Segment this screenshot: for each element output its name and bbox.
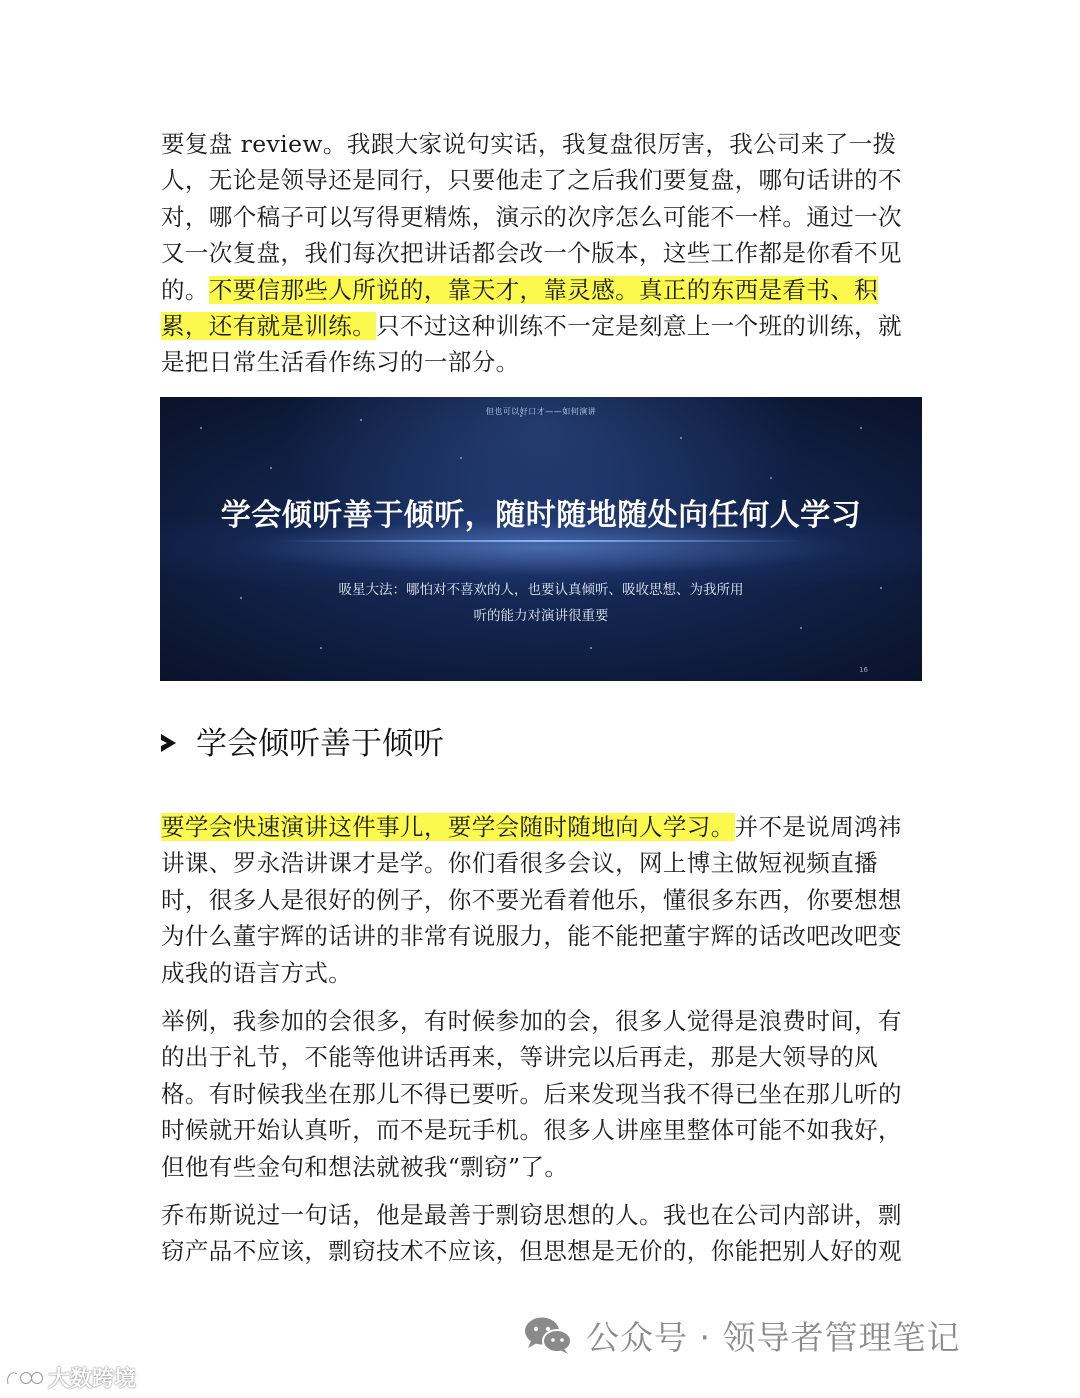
paragraph-learning-tail: 并不是说周鸿祎讲课、罗永浩讲课才是学。你们看很多会议，网上博主做短视频直播时，很多人是很好的例子，你不要光看着他乐，懂很多东西，你要想想为什么董宇辉的话讲的非常有说服力，能不能把董宇辉的话改吧改吧变成我的语言方式。 (161, 813, 902, 987)
slide-image (160, 397, 922, 681)
paragraph-review (161, 126, 923, 381)
paragraph-review-tail: 只不过这种训练不一定是刻意上一个班的训练，就是把日常生活看作练习的一部分。 (161, 312, 902, 377)
paragraph-example (161, 1003, 923, 1185)
section-heading (161, 722, 444, 766)
paragraph-jobs-text: 乔布斯说过一句话，他是最善于剽窃思想的人。我也在公司内部讲，剽窃产品不应该，剽窃技术不应该，但思想是无价的，你能把别人好的观 (161, 1201, 902, 1266)
watermark (522, 1310, 960, 1360)
slide-subtitle-1: 吸星大法：哪怕对不喜欢的人，也要认真倾听、吸收思想、为我所用 (338, 582, 744, 598)
corner-mark-text: 大数跨境 (48, 1366, 137, 1392)
arrow-bullet-icon (161, 734, 176, 752)
paragraph-learning (161, 809, 923, 991)
highlighted-text: 不要信那些人所说的，靠天才，靠灵感。真正的东西是看书、积累，还有就是训练。 (161, 275, 879, 341)
slide-title: 学会倾听善于倾听，随时随地随处向任何人学习 (220, 498, 862, 533)
corner-logo (4, 1366, 44, 1388)
paragraph-jobs (161, 1197, 923, 1270)
section-heading-text: 学会倾听善于倾听 (196, 726, 444, 762)
slide-header: 但也可以好口才——如何演讲 (485, 407, 597, 416)
slide-subtitle-2: 听的能力对演讲很重要 (473, 608, 609, 624)
star-field (160, 397, 922, 681)
corner-mark (4, 1362, 136, 1392)
paragraph-review-text: 要复盘 review。我跟大家说句实话，我复盘很厉害，我公司来了一拨人，无论是领导还是同行，只要他走了之后我们要复盘，哪句话讲的不对，哪个稿子可以写得更精炼，演示的次序怎么可能不一样。通过一次又一次复盘，我们每次把讲话都会改一个版本，这些工作都是你看不见的。 (161, 130, 902, 304)
paragraph-example-text: 举例，我参加的会很多，有时候参加的会，很多人觉得是浪费时间，有的出于礼节，不能等他讲话再来，等讲完以后再走，那是大领导的风格。有时候我坐在那儿不得已要听。后来发现当我不得已坐在那儿听的时候就开始认真听，而不是玩手机。很多人讲座里整体可能不如我好，但他有些金句和想法就被我“剽窃”了。 (161, 1007, 902, 1181)
slide-glow-line (280, 540, 802, 542)
watermark-text: 公众号 · 领导者管理笔记 (586, 1317, 961, 1357)
wechat-icon (522, 1314, 574, 1356)
slide-page-number: 16 (859, 666, 868, 674)
highlighted-text: 要学会快速演讲这件事儿，要学会随时随地向人学习。 (161, 813, 735, 841)
